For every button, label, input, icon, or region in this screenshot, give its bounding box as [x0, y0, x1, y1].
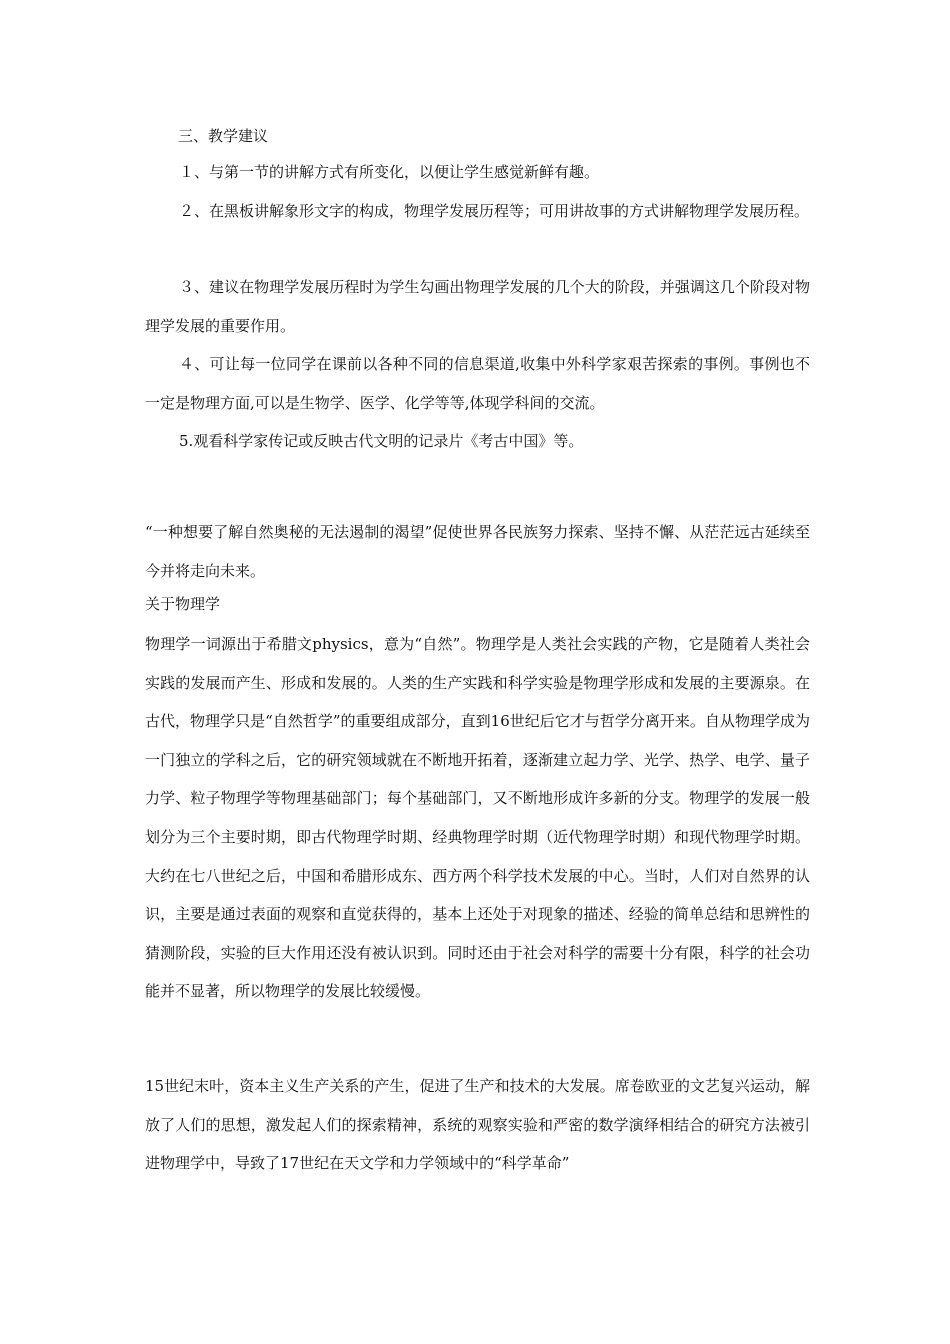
quote-paragraph: “一种想要了解自然奥秘的无法遏制的渴望”促使世界各民族努力探索、坚持不懈、从茫茫远古延续至今并将走向未来。	[145, 523, 810, 580]
about-heading: 关于物理学	[145, 595, 221, 613]
suggestion-item-1: １、与第一节的讲解方式有所变化，以便让学生感觉新鲜有趣。	[179, 163, 600, 181]
about-paragraph-1: 物理学一词源出于希腊文physics，意为“自然”。物理学是人类社会实践的产物，它是随着人类社会实践的发展而产生、形成和发展的。人类的生产实践和科学实验是物理学形成和发展的主要源泉。在古代，物理学只是“自然哲学”的重要组成部分，直到16世纪后它才与哲学分离开来。自从物理学成为一门独立的学科之后，它的研究领域就在不断地开拓着，逐渐建立起力学、光学、热学、电学、量子力学、粒子物理学等物理基础部门；每个基础部门，又不断地形成许多新的分支。物理学的发展一般划分为三个主要时期，即古代物理学时期、经典物理学时期（近代物理学时期）和现代物理学时期。大约在七八世纪之后，中国和希腊形成东、西方两个科学技术发展的中心。当时，人们对自然界的认识，主要是通过表面的观察和直觉获得的，基本上还处于对现象的描述、经验的简单总结和思辨性的猜测阶段，实验的巨大作用还没有被认识到。同时还由于社会对科学的需要十分有限，科学的社会功能并不显著，所以物理学的发展比较缓慢。	[145, 635, 810, 1001]
suggestion-item-4: ４、可让每一位同学在课前以各种不同的信息渠道,收集中外科学家艰苦探索的事例。事例也不一定是物理方面,可以是生物学、医学、化学等等,体现学科间的交流。	[145, 355, 810, 412]
suggestion-item-3: ３、建议在物理学发展历程时为学生勾画出物理学发展的几个大的阶段，并强调这几个阶段对物理学发展的重要作用。	[145, 278, 810, 335]
suggestion-item-5: 5.观看科学家传记或反映古代文明的记录片《考古中国》等。	[179, 432, 584, 450]
about-paragraph-2: 15世纪末叶，资本主义生产关系的产生，促进了生产和技术的大发展。席卷欧亚的文艺复兴运动，解放了人们的思想，激发起人们的探索精神，系统的观察实验和严密的数学演绎相结合的研究方法被引进物理学中，导致了17世纪在天文学和力学领域中的“科学革命”	[145, 1077, 810, 1173]
suggestion-item-2: ２、在黑板讲解象形文字的构成，物理学发展历程等；可用讲故事的方式讲解物理学发展历程。	[179, 202, 810, 220]
section-heading: 三、教学建议	[178, 127, 269, 145]
